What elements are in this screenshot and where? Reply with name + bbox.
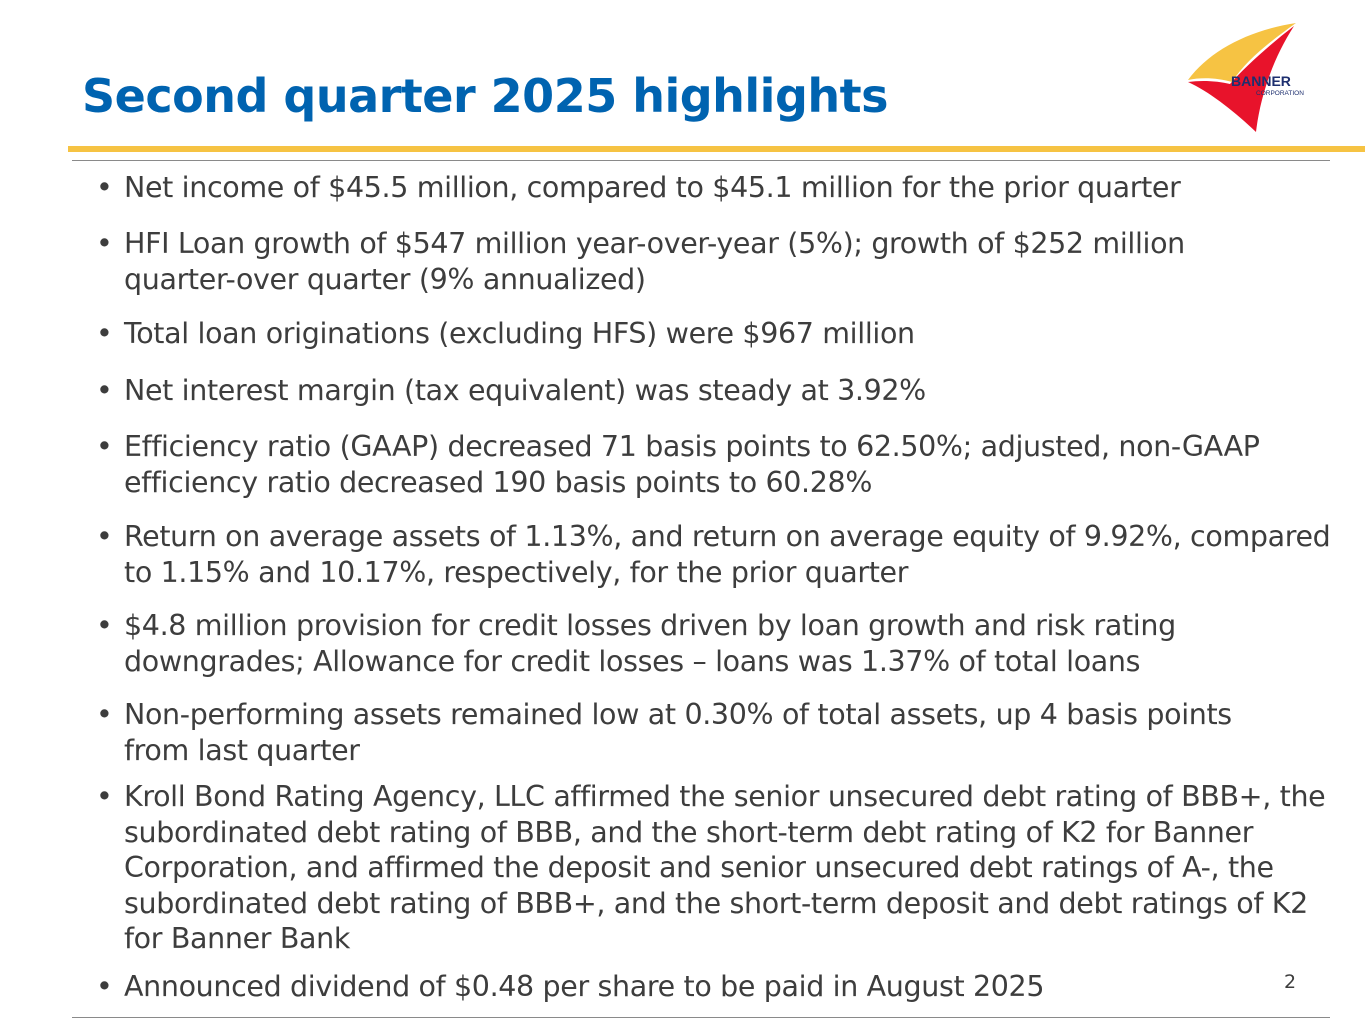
bullet-dot: • [96, 171, 113, 204]
list-item [96, 779, 1332, 957]
list-item [96, 969, 1332, 1005]
list-item [96, 429, 1332, 500]
list-item [96, 170, 1332, 206]
bullet-text: HFI Loan growth of $547 million year-over-year (5%); growth of $252 million quarter-over quarter (9% annualized) [124, 227, 1185, 296]
bullet-text: Total loan originations (excluding HFS) were $967 million [124, 317, 915, 350]
bullet-dot: • [96, 520, 113, 553]
bullet-text: Non-performing assets remained low at 0.30% of total assets, up 4 basis points from last quarter [124, 698, 1232, 767]
logo-wordmark: BANNER [1231, 73, 1291, 89]
bullet-text: $4.8 million provision for credit losses driven by loan growth and risk rating downgrades; Allowance for credit losses – loans was 1.37% of total loans [124, 609, 1176, 678]
bullet-text: Efficiency ratio (GAAP) decreased 71 basis points to 62.50%; adjusted, non-GAAP efficiency ratio decreased 190 basis points to 60.28% [124, 430, 1260, 499]
bullet-dot: • [96, 698, 113, 731]
bullet-dot: • [96, 780, 113, 813]
list-item [96, 519, 1332, 590]
page-title: Second quarter 2025 highlights [82, 69, 888, 123]
bullet-dot: • [96, 317, 113, 350]
list-item [96, 608, 1332, 679]
bullet-text: Net income of $45.5 million, compared to $45.1 million for the prior quarter [124, 171, 1181, 204]
list-item [96, 316, 1332, 352]
bullet-dot: • [96, 227, 113, 260]
page-number: 2 [1284, 971, 1297, 993]
bullet-dot: • [96, 970, 113, 1003]
bullet-text: Announced dividend of $0.48 per share to be paid in August 2025 [124, 970, 1045, 1003]
list-item [96, 697, 1332, 768]
bullet-dot: • [96, 374, 113, 407]
bullet-text: Net interest margin (tax equivalent) was steady at 3.92% [124, 374, 926, 407]
bullet-text: Return on average assets of 1.13%, and return on average equity of 9.92%, compared to 1.15% and 10.17%, respectively, for the prior quarter [124, 520, 1331, 589]
bullet-text: Kroll Bond Rating Agency, LLC affirmed the senior unsecured debt rating of BBB+, the subordinated debt rating of BBB, and the short-term debt rating of K2 for Banner Corporation, and affirmed the deposit and senior unsecured debt ratings of A-, the subordinated debt rating of BBB+, and the short-term deposit and debt ratings of K2 for Banner Bank [124, 780, 1326, 955]
bottom-divider [72, 1017, 1330, 1018]
list-item [96, 226, 1332, 297]
logo-subtitle: CORPORATION [1256, 90, 1304, 97]
bullet-dot: • [96, 430, 113, 463]
bullet-dot: • [96, 609, 113, 642]
list-item [96, 373, 1332, 409]
